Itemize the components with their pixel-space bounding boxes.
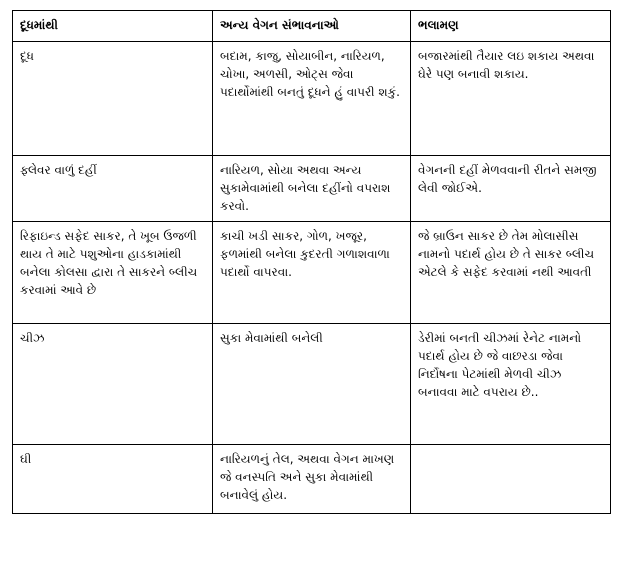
cell-vegan-option: સુકા મેવામાંથી બનેલી: [213, 324, 411, 445]
cell-dairy-item: દૂધ: [13, 42, 213, 156]
table-header-row: [13, 11, 611, 42]
cell-dairy-item: રિફાઇન્ડ સફેદ સાકર, તે ખૂબ ઉજળી થાય તે માટે પશુઓના હાડકામાંથી બનેલા કોલસા દ્વારા તે સાકરને બ્લીચ કરવામાં આવે છે: [13, 222, 213, 324]
cell-dairy-item: ચીઝ: [13, 324, 213, 445]
cell-recommendation: જે બ્રાઉન સાકર છે તેમ મોલાસીસ નામનો પદાર્થ હોય છે તે સાકર બ્લીચ એટલે કે સફેદ કરવામાં નથી આવતી: [411, 222, 611, 324]
header-recommendation: ભલામણ: [411, 11, 611, 42]
header-from-dairy: દૂધમાંથી: [13, 11, 213, 42]
cell-recommendation: ડેરીમાં બનતી ચીઝમાં રેનેટ નામનો પદાર્થ હોય છે જે વાછરડા જેવા નિર્દોષના પેટમાંથી મેળવી ચીઝ બનાવવા માટે વપરાય છે..: [411, 324, 611, 445]
cell-recommendation: [411, 445, 611, 514]
table-row: [13, 42, 611, 156]
cell-dairy-item: ઘી: [13, 445, 213, 514]
cell-vegan-option: કાચી ખડી સાકર, ગોળ, ખજૂર, ફળમાંથી બનેલા કુદરતી ગળાશવાળા પદાર્થો વાપરવા.: [213, 222, 411, 324]
cell-vegan-option: નારિયળનું તેલ, અથવા વેગન માખણ જે વનસ્પતિ અને સુકા મેવામાંથી બનાવેલું હોય.: [213, 445, 411, 514]
cell-vegan-option: નારિયળ, સોયા અથવા અન્ય સુકામેવામાંથી બનેલા દહીંનો વપરાશ કરવો.: [213, 156, 411, 222]
cell-dairy-item: ફ્લેવર વાળું દહીં: [13, 156, 213, 222]
cell-recommendation: બજારમાંથી તૈયાર લઇ શકાય અથવા ઘેરે પણ બનાવી શકાય.: [411, 42, 611, 156]
cell-vegan-option: બદામ, કાજુ, સોયાબીન, નારિયળ, ચોખા, અળસી, ઓટ્સ જેવા પદાર્થોમાંથી બનતું દૂધને હું વાપરી શકું.: [213, 42, 411, 156]
cell-recommendation: વેગનની દહીં મેળવવાની રીતને સમજી લેવી જોઈએ.: [411, 156, 611, 222]
table-row: [13, 324, 611, 445]
vegan-alternatives-table: [12, 10, 611, 514]
table-row: [13, 445, 611, 514]
header-vegan-options: અન્ય વેગન સંભાવનાઓ: [213, 11, 411, 42]
table-row: [13, 222, 611, 324]
table-row: [13, 156, 611, 222]
